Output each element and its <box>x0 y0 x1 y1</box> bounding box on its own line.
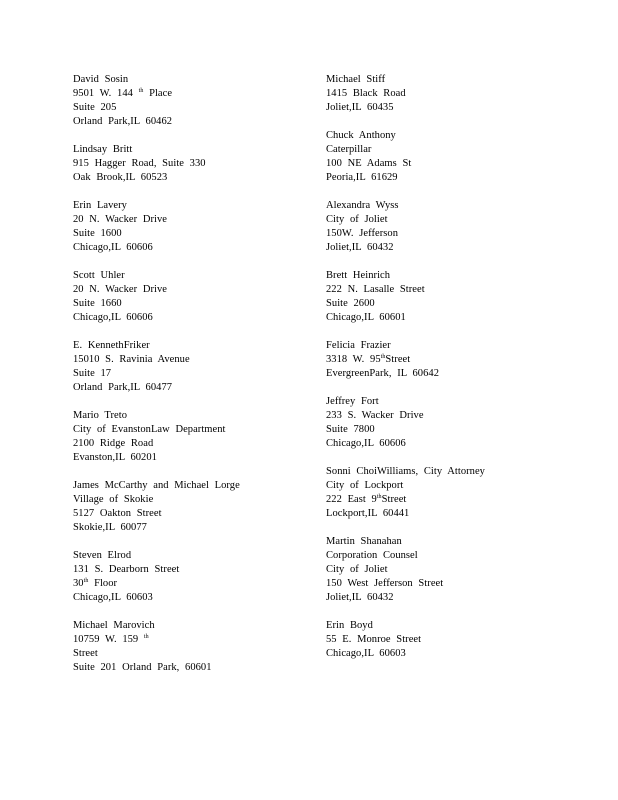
address-line: Village of Skokie <box>73 494 154 505</box>
address-line: 2100 Ridge Road <box>73 438 154 449</box>
address-line: Joliet,IL 60435 <box>326 102 394 113</box>
address-line: Chicago,IL 60601 <box>326 312 406 323</box>
address-block <box>73 73 323 129</box>
address-line: Suite 2600 <box>326 298 375 309</box>
address-line: 222 N. Lasalle Street <box>326 284 425 295</box>
address-line: 30th Floor <box>73 578 118 589</box>
address-block <box>73 339 323 395</box>
address-block <box>73 479 323 535</box>
address-line: City of EvanstonLaw Department <box>73 424 226 435</box>
address-line: City of Lockport <box>326 480 404 491</box>
address-block <box>326 619 576 661</box>
address-line: Joliet,IL 60432 <box>326 592 394 603</box>
address-line: Oak Brook,IL 60523 <box>73 172 168 183</box>
address-line: 131 S. Dearborn Street <box>73 564 180 575</box>
addressee-name: James McCarthy and Michael Lorge <box>73 480 240 491</box>
address-block <box>326 395 576 451</box>
address-column-left <box>73 73 323 689</box>
address-line: Caterpillar <box>326 144 372 155</box>
address-block <box>326 269 576 325</box>
address-line: Orland Park,IL 60477 <box>73 382 173 393</box>
addressee-name: Mario Treto <box>73 410 128 421</box>
address-line: Suite 7800 <box>326 424 375 435</box>
ordinal-superscript: th <box>138 88 144 94</box>
address-line: Chicago,IL 60606 <box>73 312 153 323</box>
address-line: Chicago,IL 60603 <box>326 648 406 659</box>
ordinal-superscript: th <box>376 494 382 500</box>
address-block <box>73 143 323 185</box>
address-block <box>326 339 576 381</box>
addressee-name: Michael Stiff <box>326 74 386 85</box>
addressee-name: Sonni ChoiWilliams, City Attorney <box>326 466 485 477</box>
addressee-name: Erin Boyd <box>326 620 373 631</box>
address-line: 5127 Oakton Street <box>73 508 162 519</box>
ordinal-superscript: th <box>380 354 386 360</box>
address-line: Evanston,IL 60201 <box>73 452 157 463</box>
address-line: 10759 W. 159 $^{th}$ <box>73 634 149 645</box>
address-block <box>326 129 576 185</box>
address-line: Suite 205 <box>73 102 117 113</box>
addressee-name: Steven Elrod <box>73 550 132 561</box>
addressee-name: Brett Heinrich <box>326 270 391 281</box>
address-line: 915 Hagger Road, Suite 330 <box>73 158 206 169</box>
addressee-name: Felicia Frazier <box>326 340 391 351</box>
address-line: Suite 1660 <box>73 298 122 309</box>
address-block <box>73 269 323 325</box>
address-block <box>73 409 323 465</box>
ordinal-superscript: th <box>143 634 149 640</box>
address-line: Chicago,IL 60606 <box>73 242 153 253</box>
ordinal-superscript: th <box>83 578 89 584</box>
address-line: Peoria,IL 61629 <box>326 172 398 183</box>
addressee-name: E. KennethFriker <box>73 340 150 351</box>
address-line: City of Joliet <box>326 564 388 575</box>
address-line: Corporation Counsel <box>326 550 418 561</box>
address-line: Lockport,IL 60441 <box>326 508 410 519</box>
addressee-name: Lindsay Britt <box>73 144 133 155</box>
addressee-name: Scott Uhler <box>73 270 125 281</box>
addressee-name: David Sosin <box>73 74 129 85</box>
address-line: 20 N. Wacker Drive <box>73 214 167 225</box>
address-line: Skokie,IL 60077 <box>73 522 147 533</box>
address-column-right <box>326 73 576 675</box>
address-line: 222 East 9thStreet <box>326 494 407 505</box>
address-line: Joliet,IL 60432 <box>326 242 394 253</box>
address-line: 150 West Jefferson Street <box>326 578 444 589</box>
address-line: Street <box>73 648 98 659</box>
address-line: 100 NE Adams St <box>326 158 412 169</box>
addressee-name: Alexandra Wyss <box>326 200 399 211</box>
address-line: Suite 1600 <box>73 228 122 239</box>
address-line: 55 E. Monroe Street <box>326 634 422 645</box>
address-line: 20 N. Wacker Drive <box>73 284 167 295</box>
addressee-name: Erin Lavery <box>73 200 127 211</box>
address-line: Suite 201 Orland Park, 60601 <box>73 662 212 673</box>
address-line: Chicago,IL 60603 <box>73 592 153 603</box>
address-block <box>73 549 323 605</box>
address-line: Chicago,IL 60606 <box>326 438 406 449</box>
address-line: 150W. Jefferson <box>326 228 398 239</box>
address-line: 233 S. Wacker Drive <box>326 410 424 421</box>
address-line: 15010 S. Ravinia Avenue <box>73 354 190 365</box>
address-block <box>73 199 323 255</box>
address-line: 1415 Black Road <box>326 88 406 99</box>
address-line: 9501 W. 144 $^{th}$ Place <box>73 88 173 99</box>
addressee-name: Chuck Anthony <box>326 130 396 141</box>
address-block <box>326 199 576 255</box>
address-block <box>73 619 323 675</box>
address-block <box>326 73 576 115</box>
address-block <box>326 535 576 605</box>
address-line: Orland Park,IL 60462 <box>73 116 173 127</box>
address-block <box>326 465 576 521</box>
addressee-name: Jeffrey Fort <box>326 396 379 407</box>
addressee-name: Michael Marovich <box>73 620 155 631</box>
addressee-name: Martin Shanahan <box>326 536 402 547</box>
address-line: EvergreenPark, IL 60642 <box>326 368 439 379</box>
address-line: City of Joliet <box>326 214 388 225</box>
address-line: 3318 W. 95thStreet <box>326 354 411 365</box>
address-line: Suite 17 <box>73 368 112 379</box>
